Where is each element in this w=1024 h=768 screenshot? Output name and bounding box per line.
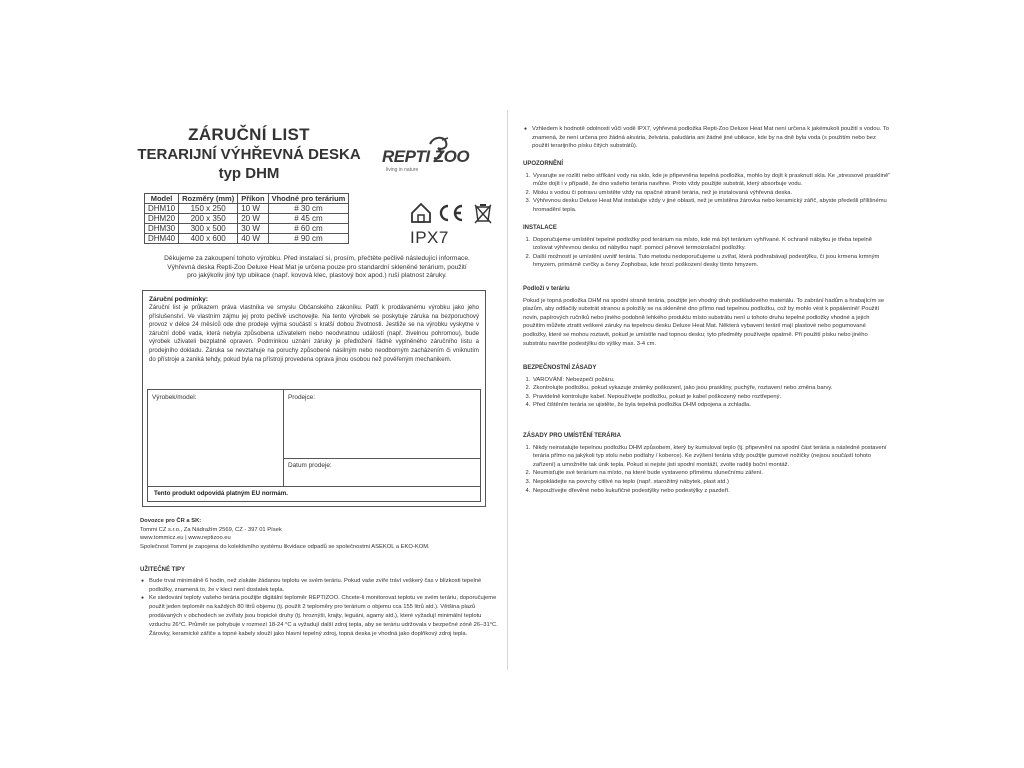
substrate-title: Podloží v teráriu <box>523 286 570 292</box>
importer-info <box>140 517 500 551</box>
importer-web[interactable]: www.tommicz.eu | www.reptizoo.eu <box>140 535 231 542</box>
substrate-text: Pokud je topná podložka DHM na spodní straně terária, použijte jen vhodný druh podkladového materiálu. To zabrání hadům a hrabajícím se plazům, aby odtlačily substrát stranou a položily se na skleněné dno přímo nad tepelnou podložku, což by mohlo vést k popálenině! Použití novin, papírových ručníků nebo jiného podobně lehkého produktu místo substrátu není u tohoto druhu tepelné podložky vhodné a jejich použitím můžete ztratit veškeré záruky na tepelnou desku Deluxe Heat Mat. Některá vybavení terárií mají plastové nebo pogumované podložky, které se mohou roztavit, pokud je umístíte nad topnou desku; tyto předměty používejte opatrně. Při použití písku nebo jiného substrátu navršte podestýlku do výšky max. 3-4 cm. <box>523 297 885 347</box>
indoor-use-icon <box>412 204 430 222</box>
left-page <box>120 0 500 768</box>
list-item: 2. Zkontrolujte podložku, pokud vykazuje známky poškození, jako jsou praskliny, puchýře, roztavení nebo změna barvy. <box>532 384 891 393</box>
certification-icons <box>410 202 500 224</box>
header-model: Model <box>145 194 179 204</box>
importer-title: Dovozce pro ČR a SK: <box>140 518 202 524</box>
thanks-line: pro jakýkoliv jiný typ ubikace (např. kovová klec, plastový box apod.) ruší platnost záruky. <box>187 272 447 279</box>
cell-model: DHM10 <box>145 204 179 214</box>
list-item: ● Ke sledování teploty vašeho terária použijte digitální teploměr REPTIZOO. Chcete-li monitorovat teplotu ve svém teráriu, doporučujeme použít jeden teploměr na každých 80 litrů objemu (tj. použít 2 teploměry pro terárium o objemu cca 155 litrů atd.). Většina plazů prodávaných v obchodech se zvířaty jsou tropické druhy (tj. hroznýši, krajty, leguáni, agamy atd.), které vyžadují minimální teplotu vzduchu 26°C. Průměr se pohybuje v rozmezí 18-24 °C a vyžadují další zdroj tepla, aby se teráriu udržovala v bezpečné zóně 26–31°C. Žárovky, keramické zářiče a topné kabely slouží jako hlavní tepelný zdroj, topná deska je vhodná jako doplňkový zdroj tepla. <box>149 594 500 638</box>
safety-title: BEZPEČNOSTNÍ ZÁSADY <box>523 365 597 371</box>
table-header-row <box>145 194 349 204</box>
intro-paragraph: ● Vzhledem k hodnotě odolnosti vůči vodě IPX7, výhřevná podložka Repti-Zoo Deluxe Heat Mat není určena k jakémukoli použití s vodou. To znamená, že není určena pro žádná akvária, želvária, paludária ani žádné jiné ubikace, kde by na dně byla voda (s použitím nebo bez použití terarijního písku čitých substrátů). <box>532 125 891 151</box>
guarantee-box <box>142 290 486 507</box>
ipx-rating: IPX7 <box>410 228 449 247</box>
title-product: TERARIJNÍ VÝHŘEVNÁ DESKA <box>137 146 361 163</box>
cell-terrarium: # 90 cm <box>268 234 349 244</box>
cell-power: 30 W <box>238 224 268 234</box>
header-dimensions: Rozměry (mm) <box>179 194 238 204</box>
thanks-line: Výhřevná deska Repti-Zoo Deluxe Heat Mat je určena pouze pro standardní skleněné terárium, použití <box>167 263 467 271</box>
install-section <box>523 224 891 270</box>
reptizoo-logo <box>382 134 492 180</box>
weee-bin-icon <box>475 204 491 223</box>
useful-tips <box>140 566 500 638</box>
cell-dimensions: 150 x 250 <box>179 204 238 214</box>
title-warranty: ZÁRUČNÍ LIST <box>188 125 310 144</box>
cell-dimensions: 200 x 350 <box>179 214 238 224</box>
list-item: 2. Misku s vodou či potravu umístěte vždy na opačné straně terária, než je instalovaná výhřevná deska. <box>532 189 891 198</box>
thanks-notice <box>142 255 492 281</box>
table-row <box>145 234 349 244</box>
list-item: 1. VAROVÁNÍ: Nebezpečí požáru. <box>532 376 891 385</box>
models-table <box>144 193 349 244</box>
ce-mark-icon <box>441 206 462 220</box>
list-item: 1. Nikdy neinstalujte tepelnou podložku DHM způsobem, který by kumuloval teplo (tj. připevnění na spodní část terária a následné postavení terária přímo na jakýkoli typ stolu nebo podlahy / koberce). Ke zvýšení terária vždy použijte gumové nožičky (nejsou součástí tohoto zařízení) a umožněte tak únik tepla. Pokud si nejste jisti spodní montáží, zvolte raději boční montáž. <box>532 444 891 470</box>
product-model-field[interactable]: Výrobek/model: <box>152 394 197 401</box>
list-item: 1. Vyvarujte se rozlití nebo stříkání vody na sklo, kde je připevněna tepelná podložka, mohlo by dojít k prasknutí skla. Ke „stressové prasklině" může dojít i v případě, že dno vašeho terária navlhne. Proto vždy použijte substrát, který absorbuje vodu. <box>532 172 891 189</box>
list-item: 4. Před čištěním terária se ujistěte, že byla tepelná podložka DHM odpojena a zchladla. <box>532 401 891 410</box>
logo-tagline: living in nature <box>386 167 419 173</box>
list-item: 3. Pravidelně kontrolujte kabel. Nepoužívejte podložku, pokud je kabel poškozený nebo roztřepený. <box>532 393 891 402</box>
intro-section <box>523 125 891 151</box>
table-row <box>145 204 349 214</box>
cell-terrarium: # 45 cm <box>268 214 349 224</box>
table-row <box>145 224 349 234</box>
safety-section <box>523 364 891 410</box>
substrate-section <box>523 285 891 348</box>
cell-dimensions: 300 x 500 <box>179 224 238 234</box>
placement-title: ZÁSADY PRO UMÍSTĚNÍ TERÁRIA <box>523 433 621 439</box>
header-terrarium: Vhodné pro terárium <box>268 194 349 204</box>
cell-model: DHM40 <box>145 234 179 244</box>
tips-title: UŽITEČNÉ TIPY <box>140 567 186 573</box>
cell-power: 20 W <box>238 214 268 224</box>
header-power: Příkon <box>238 194 268 204</box>
guarantee-title: Záruční podmínky: <box>149 296 208 303</box>
warning-section <box>523 160 891 215</box>
cell-terrarium: # 60 cm <box>268 224 349 234</box>
list-item: 2. Neumisťujte své terárium na místo, na které bude vystaveno přímému slunečnímu záření. <box>532 469 891 478</box>
title-type: typ DHM <box>218 165 280 182</box>
table-row <box>145 214 349 224</box>
recycling-note: Společnost Tommi je zapojena do kolektivního systému likvidace odpadů se společnostmi ASEKOL a EKO-KOM. <box>140 543 430 550</box>
cell-power: 10 W <box>238 204 268 214</box>
logo-text: REPTI ZOO <box>382 147 470 166</box>
importer-address: Tommi CZ s.r.o., Za Nádražím 2569, CZ - 397 01 Písek <box>140 526 282 533</box>
title-block <box>134 125 364 183</box>
list-item: 2. Další možností je umístění uvnitř terária. Tuto metodu nedoporučujeme u zvířat, která podhrabávají podestýlku, či jsou krmena krmným hmyzem, primárně cvrčky a červy Zophobas, kde hrozí poškození desky tímto hmyzem. <box>532 253 891 270</box>
cell-model: DHM30 <box>145 224 179 234</box>
cell-terrarium: # 30 cm <box>268 204 349 214</box>
list-item: 1. Doporučujeme umístění tepelné podložky pod terárium na místo, kde má být terárium vyhřívané. K ochraně nábytku je třeba tepelně izolovat výhřevnou desku od nábytku např. pomocí pěnové termoizolační podložky. <box>532 236 891 253</box>
cell-dimensions: 400 x 600 <box>179 234 238 244</box>
list-item: 3. Nepokládejte na povrchy citlivé na teplo (např. starožitný nábytek, plast atd.) <box>532 478 891 487</box>
placement-section <box>523 432 891 495</box>
warning-title: UPOZORNĚNÍ <box>523 161 564 167</box>
list-item: ● Bude trvat minimálně 6 hodin, než získáte žádanou teplotu ve svém teráriu. Pokud vaše zvíře tráví veškerý čas v blízkosti tepelné podložky, znamená to, že v kleci není dostatek tepla. <box>149 577 500 595</box>
install-title: INSTALACE <box>523 225 557 231</box>
cell-model: DHM20 <box>145 214 179 224</box>
guarantee-text: Záruční list je průkazem práva vlastníka ve smyslu Občanského zákoníku. Patří k prodávanému výrobku jako jeho příslušenství. Ve vlastním zájmu jej proto pečlivě uschovejte. Na tento výrobek se poskytuje záruka na bezporuchový provoz v délce 24 měsíců ode dne prodeje vyjma součástí s kratší dobou životnosti. Jestliže se na výrobku vyskytne v záruční době vada, která nebyla způsobena uživatelem nebo neodvratnou událostí (např. živelnou pohromou), bude výrobek uživateli bezplatně opraven. Podmínkou uznání záruky je předložení řádně vyplněného záručního listu a prodejního dokladu. Záruka se nevztahuje na poruchy způsobené násilným nebo neodborným zacházením či vniknutím do přístroje a zaniká tehdy, pokud byla na přístroji provedena oprava jinou osobou než pověřeným mechanikem. <box>149 304 479 363</box>
thanks-line: Děkujeme za zakoupení tohoto výrobku. Před instalací si, prosím, přečtěte pečlivě následující informace. <box>164 255 470 262</box>
list-item: 4. Nepoužívejte dřevěné nebo kukuřičné podestýlky nebo podestýlky z pazdeří. <box>532 487 891 496</box>
list-item: 3. Výhřevnou desku Deluxe Heat Mat instalujte vždy v jiné oblasti, než je umístěna žárovka nebo keramický zářič, abyste předešli přílišnému hromadění tepla. <box>532 197 891 214</box>
seller-field[interactable]: Prodejce: <box>288 394 315 401</box>
cell-power: 40 W <box>238 234 268 244</box>
right-page <box>515 0 895 768</box>
eu-compliance-note: Tento produkt odpovídá platným EU normám. <box>154 490 288 497</box>
sale-date-field[interactable]: Datum prodeje: <box>288 462 332 469</box>
page-fold <box>507 110 508 670</box>
guarantee-form <box>147 389 481 502</box>
